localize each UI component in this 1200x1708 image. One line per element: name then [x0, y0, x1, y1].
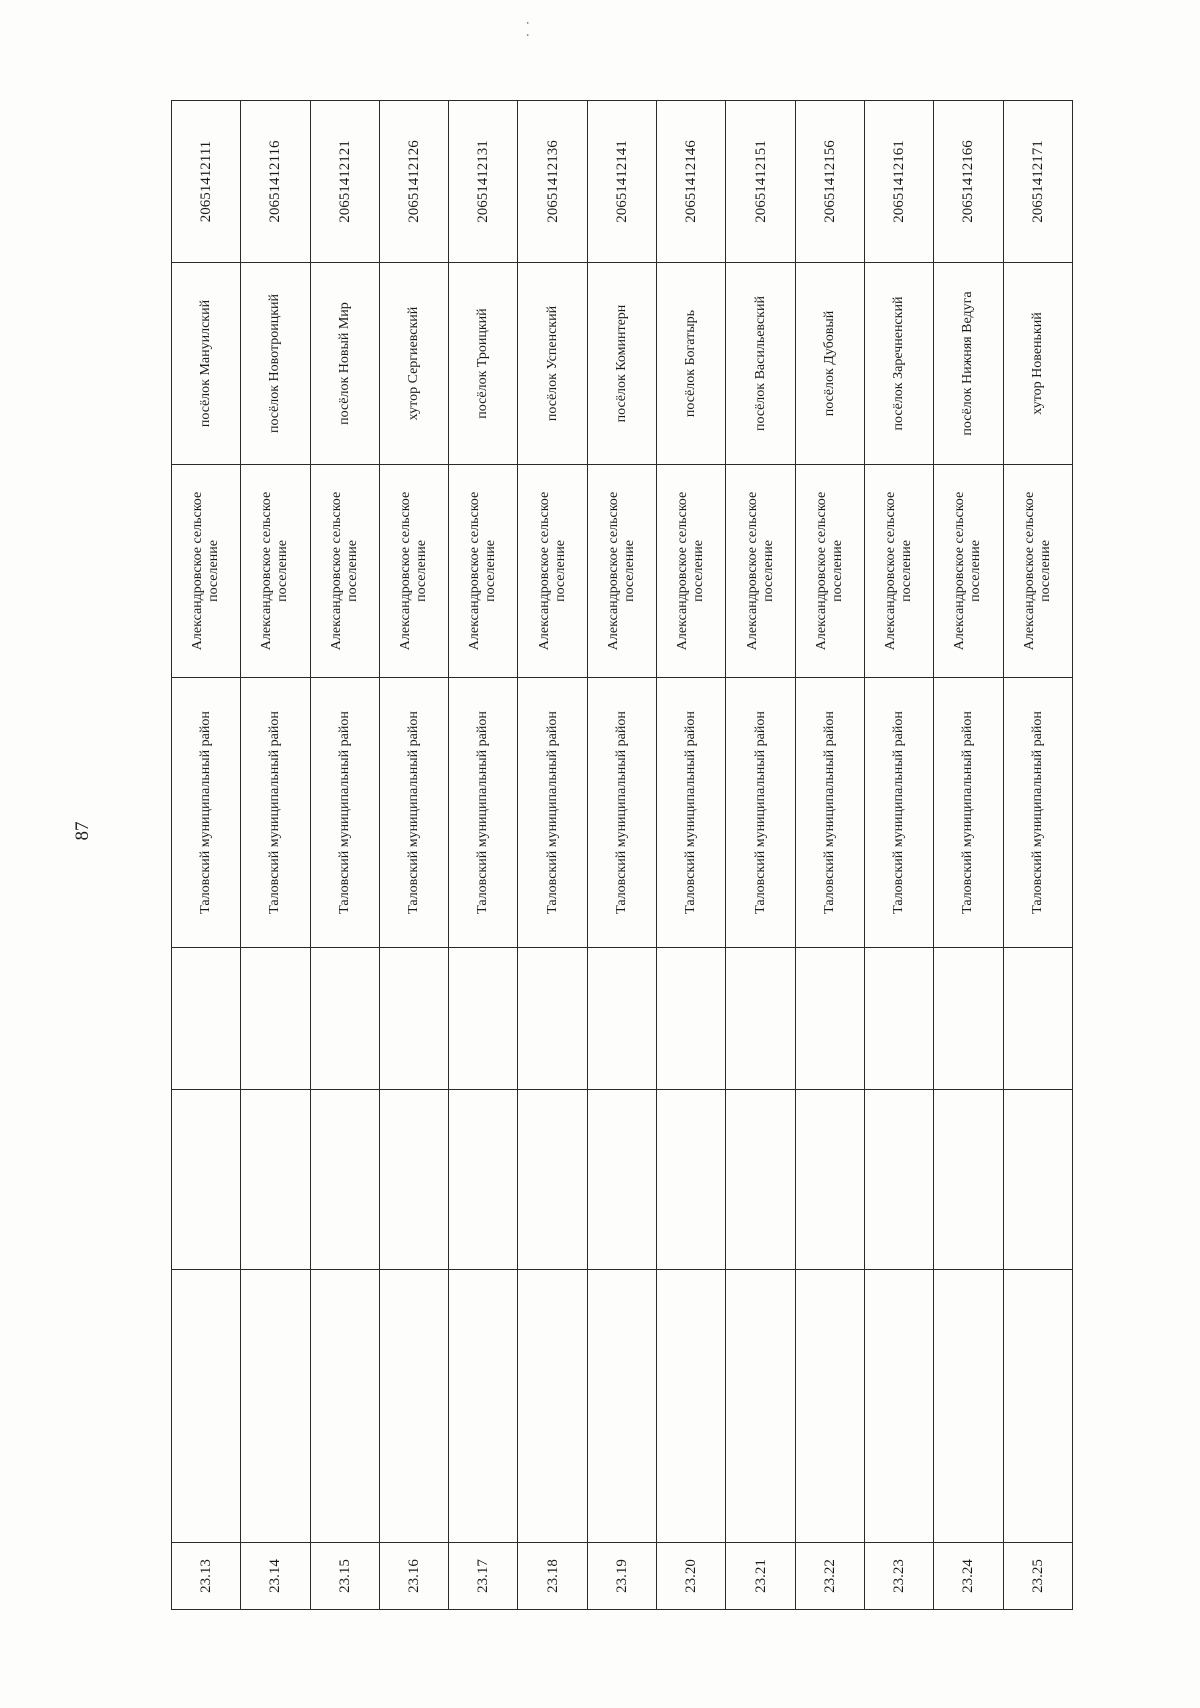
settlement-cell: Александровское сельское поселение [518, 465, 587, 678]
empty-cell [449, 1090, 518, 1270]
code-cell: 20651412171 [1003, 101, 1072, 263]
code-cell: 20651412121 [310, 101, 379, 263]
empty-cell [310, 1270, 379, 1543]
table-row [587, 101, 656, 1610]
locality-cell: посёлок Нижняя Ведуга [934, 263, 1003, 465]
table-row [518, 101, 587, 1610]
empty-cell [379, 1270, 448, 1543]
code-cell: 20651412136 [518, 101, 587, 263]
table-row [379, 101, 448, 1610]
district-cell: Таловский муниципальный район [657, 678, 726, 948]
row-number-cell: 23.18 [518, 1543, 587, 1610]
table-row [657, 101, 726, 1610]
table-row [934, 101, 1003, 1610]
empty-cell [1003, 1270, 1072, 1543]
row-number-cell: 23.16 [379, 1543, 448, 1610]
settlement-cell: Александровское сельское поселение [1003, 465, 1072, 678]
empty-cell [241, 948, 310, 1090]
district-cell: Таловский муниципальный район [1003, 678, 1072, 948]
table-row [310, 101, 379, 1610]
empty-cell [241, 1090, 310, 1270]
row-number-cell: 23.24 [934, 1543, 1003, 1610]
settlement-cell: Александровское сельское поселение [241, 465, 310, 678]
row-number-cell: 23.21 [726, 1543, 795, 1610]
page-number: 87 [72, 821, 93, 841]
rotated-table-container [171, 101, 1073, 1610]
empty-cell [1003, 948, 1072, 1090]
empty-cell [864, 1270, 933, 1543]
locality-cell: посёлок Новый Мир [310, 263, 379, 465]
district-cell: Таловский муниципальный район [518, 678, 587, 948]
locality-cell: хутор Сергиевский [379, 263, 448, 465]
settlement-cell: Александровское сельское поселение [864, 465, 933, 678]
settlement-cell: Александровское сельское поселение [726, 465, 795, 678]
row-number-cell: 23.19 [587, 1543, 656, 1610]
empty-cell [726, 1270, 795, 1543]
scan-artifact: · · [521, 18, 537, 38]
row-number-cell: 23.25 [1003, 1543, 1072, 1610]
district-cell: Таловский муниципальный район [241, 678, 310, 948]
code-cell: 20651412161 [864, 101, 933, 263]
locality-cell: посёлок Богатырь [657, 263, 726, 465]
empty-cell [864, 1090, 933, 1270]
table-row [172, 101, 241, 1610]
table-row [864, 101, 933, 1610]
empty-cell [172, 1270, 241, 1543]
table-row [449, 101, 518, 1610]
settlement-cell: Александровское сельское поселение [795, 465, 864, 678]
row-number-cell: 23.14 [241, 1543, 310, 1610]
locality-cell: посёлок Дубовый [795, 263, 864, 465]
district-cell: Таловский муниципальный район [449, 678, 518, 948]
locality-cell: посёлок Коминтерн [587, 263, 656, 465]
empty-cell [587, 1090, 656, 1270]
locality-cell: посёлок Троицкий [449, 263, 518, 465]
empty-cell [172, 1090, 241, 1270]
locality-cell: посёлок Успенский [518, 263, 587, 465]
code-cell: 20651412131 [449, 101, 518, 263]
empty-cell [726, 1090, 795, 1270]
empty-cell [310, 1090, 379, 1270]
empty-cell [241, 1270, 310, 1543]
district-cell: Таловский муниципальный район [795, 678, 864, 948]
empty-cell [657, 1090, 726, 1270]
district-cell: Таловский муниципальный район [726, 678, 795, 948]
empty-cell [795, 948, 864, 1090]
locality-cell: посёлок Васильевский [726, 263, 795, 465]
empty-cell [657, 948, 726, 1090]
settlement-cell: Александровское сельское поселение [172, 465, 241, 678]
settlement-cell: Александровское сельское поселение [310, 465, 379, 678]
empty-cell [449, 1270, 518, 1543]
code-cell: 20651412166 [934, 101, 1003, 263]
district-cell: Таловский муниципальный район [172, 678, 241, 948]
table-body [172, 101, 1073, 1610]
empty-cell [379, 1090, 448, 1270]
empty-cell [172, 948, 241, 1090]
code-cell: 20651412146 [657, 101, 726, 263]
row-number-cell: 23.20 [657, 1543, 726, 1610]
code-cell: 20651412141 [587, 101, 656, 263]
empty-cell [934, 1270, 1003, 1543]
code-cell: 20651412126 [379, 101, 448, 263]
empty-cell [518, 948, 587, 1090]
row-number-cell: 23.22 [795, 1543, 864, 1610]
row-number-cell: 23.17 [449, 1543, 518, 1610]
table-row [795, 101, 864, 1610]
empty-cell [795, 1090, 864, 1270]
document-table-frame [171, 101, 1073, 1610]
settlement-cell: Александровское сельское поселение [934, 465, 1003, 678]
empty-cell [518, 1270, 587, 1543]
settlement-cell: Александровское сельское поселение [379, 465, 448, 678]
empty-cell [587, 1270, 656, 1543]
empty-cell [449, 948, 518, 1090]
table-row [1003, 101, 1072, 1610]
table-row [726, 101, 795, 1610]
district-cell: Таловский муниципальный район [587, 678, 656, 948]
settlement-cell: Александровское сельское поселение [449, 465, 518, 678]
code-cell: 20651412111 [172, 101, 241, 263]
empty-cell [310, 948, 379, 1090]
empty-cell [1003, 1090, 1072, 1270]
locality-cell: посёлок Заречненский [864, 263, 933, 465]
district-cell: Таловский муниципальный район [934, 678, 1003, 948]
empty-cell [587, 948, 656, 1090]
locality-cell: хутор Новенький [1003, 263, 1072, 465]
empty-cell [864, 948, 933, 1090]
empty-cell [795, 1270, 864, 1543]
empty-cell [726, 948, 795, 1090]
row-number-cell: 23.13 [172, 1543, 241, 1610]
district-cell: Таловский муниципальный район [864, 678, 933, 948]
row-number-cell: 23.15 [310, 1543, 379, 1610]
empty-cell [518, 1090, 587, 1270]
code-cell: 20651412151 [726, 101, 795, 263]
code-cell: 20651412116 [241, 101, 310, 263]
settlement-cell: Александровское сельское поселение [587, 465, 656, 678]
empty-cell [934, 1090, 1003, 1270]
district-cell: Таловский муниципальный район [310, 678, 379, 948]
locality-cell: посёлок Мануилский [172, 263, 241, 465]
empty-cell [379, 948, 448, 1090]
empty-cell [934, 948, 1003, 1090]
district-cell: Таловский муниципальный район [379, 678, 448, 948]
registry-table [171, 100, 1073, 1610]
row-number-cell: 23.23 [864, 1543, 933, 1610]
table-row [241, 101, 310, 1610]
empty-cell [657, 1270, 726, 1543]
settlement-cell: Александровское сельское поселение [657, 465, 726, 678]
code-cell: 20651412156 [795, 101, 864, 263]
locality-cell: посёлок Новотроицкий [241, 263, 310, 465]
